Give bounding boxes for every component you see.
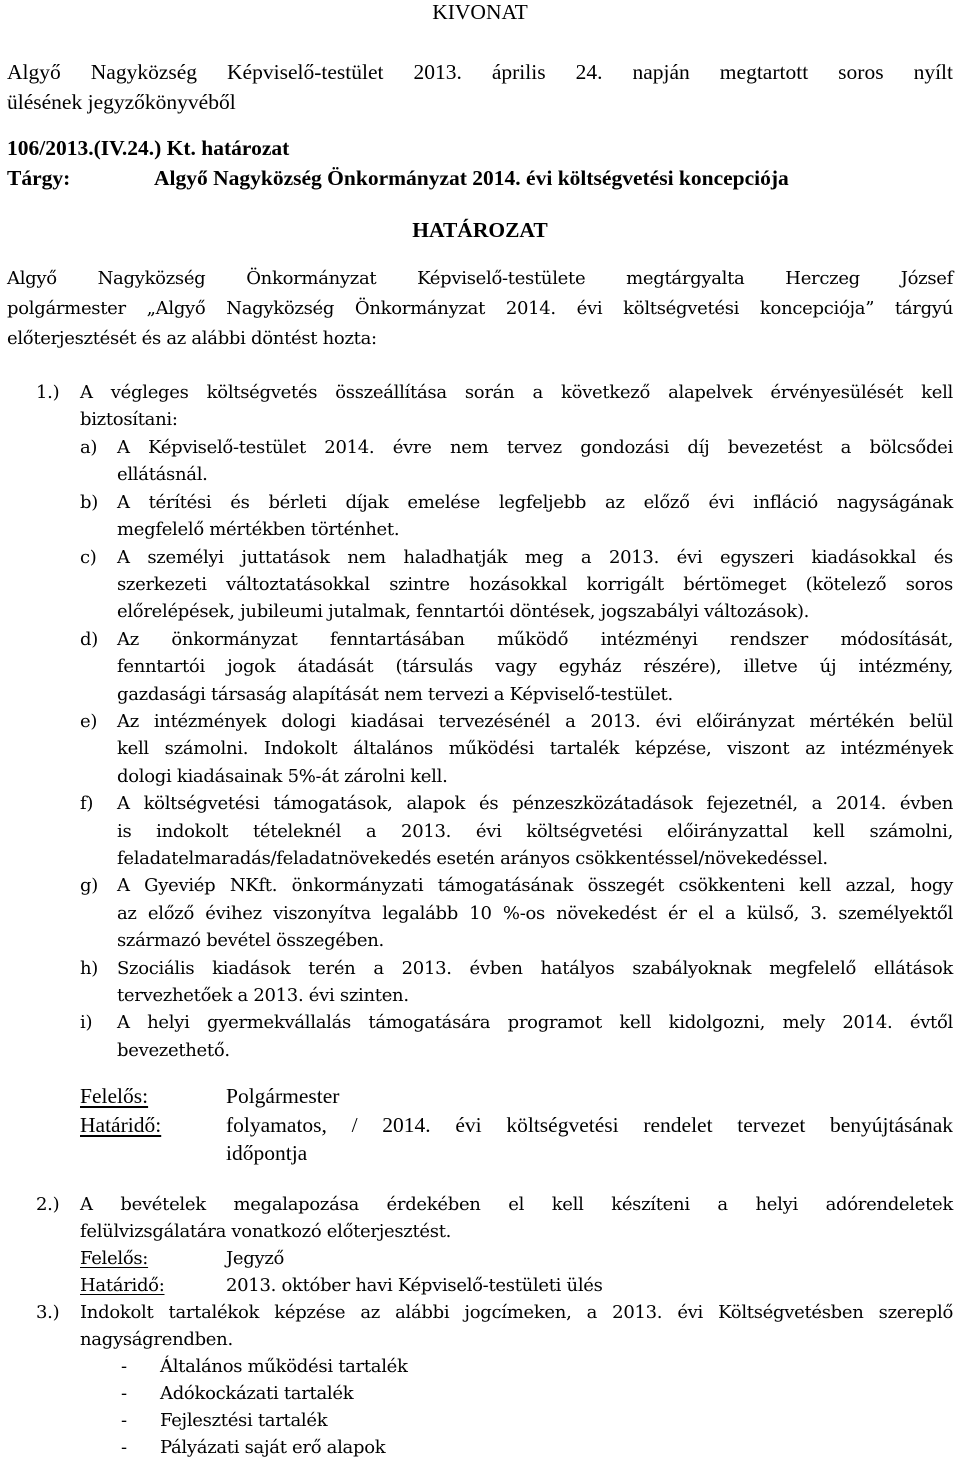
- intro-line-1: [7, 60, 953, 85]
- section1-deadline-label: Határidő:: [80, 1113, 162, 1137]
- principle-text-line: Szociális kiadások terén a 2013. évben hatályos szabályoknak megfelelő ellátások: [117, 957, 953, 979]
- section2-line-2: felülvizsgálatára vonatkozó előterjesztést.: [80, 1221, 452, 1242]
- preamble-line-1: Algyő Nagyközség Önkormányzat Képviselő-testülete megtárgyalta Herczeg József: [7, 268, 953, 289]
- section1-number: 1.): [36, 382, 60, 403]
- principle-text-line: Az intézmények dologi kiadásai tervezésénél a 2013. évi előirányzat mértékén belül: [117, 711, 953, 732]
- section2-responsible-label: Felelős:: [80, 1248, 149, 1269]
- section2-deadline-label: Határidő:: [80, 1275, 165, 1296]
- principle-text-line: A költségvetési támogatások, alapok és pénzeszközátadások fejezetnél, a 2014. évben: [117, 793, 953, 815]
- reserve-bullet-dash: -: [121, 1383, 127, 1404]
- principle-letter: b): [80, 491, 98, 513]
- reserve-bullet-dash: -: [121, 1356, 127, 1377]
- principle-letter: i): [80, 1012, 93, 1034]
- section1-deadline-line-2: időpontja: [226, 1141, 308, 1165]
- principle-text-line: A Gyeviép NKft. önkormányzati támogatásának összegét csökkenteni kell azzal, hogy: [117, 875, 953, 897]
- section2-deadline-value: 2013. október havi Képviselő-testületi ülés: [226, 1275, 603, 1296]
- principle-text-line: bevezethető.: [117, 1039, 230, 1061]
- preamble-line-2: polgármester „Algyő Nagyközség Önkormányzat 2014. évi költségvetési koncepciója” tárgyú: [7, 298, 953, 319]
- section1-responsible-label: Felelős:: [80, 1084, 149, 1108]
- principle-text-line: fenntartói jogok átadását (társulás vagy egyház részére), illetve új intézmény,: [117, 656, 953, 678]
- principle-text-line: A személyi juttatások nem haladhatják meg a 2013. évi egyszeri kiadásokkal és: [117, 546, 953, 568]
- section2-line-1: A bevételek megalapozása érdekében el kell készíteni a helyi adórendeletek: [80, 1194, 953, 1215]
- resolution-number: 106/2013.(IV.24.) Kt. határozat: [7, 136, 290, 160]
- principle-text-line: tervezhetőek a 2013. évi szinten.: [117, 985, 409, 1006]
- section1-line-1: A végleges költségvetés összeállítása során a következő alapelvek érvényesülését kell: [80, 382, 953, 403]
- principle-letter: a): [80, 437, 98, 458]
- principle-text-line: A Képviselő-testület 2014. évre nem tervez gondozási díj bevezetést a bölcsődei: [117, 437, 953, 458]
- section1-responsible-value: Polgármester: [226, 1084, 340, 1108]
- section3-number: 3.): [36, 1302, 60, 1323]
- reserve-item: Adókockázati tartalék: [160, 1383, 354, 1404]
- principle-letter: e): [80, 711, 98, 732]
- reserve-item: Fejlesztési tartalék: [160, 1410, 328, 1431]
- reserve-item: Általános működési tartalék: [160, 1356, 408, 1377]
- doc-heading-kivonat: KIVONAT: [432, 0, 528, 24]
- intro-line-1-text: Algyő Nagyközség Képviselő-testület 2013. április 24. napján megtartott soros nyílt: [7, 60, 953, 84]
- section3-line-1: Indokolt tartalékok képzése az alábbi jogcímeken, a 2013. évi Költségvetésben szereplő: [80, 1302, 953, 1323]
- principle-letter: g): [80, 875, 98, 897]
- section2-responsible-value: Jegyző: [226, 1248, 285, 1269]
- principle-text-line: feladatelmaradás/feladatnövekedés esetén arányos csökkentéssel/növekedéssel.: [117, 848, 828, 869]
- principle-text-line: előrelépések, jubileumi jutalmak, fenntartói döntések, jogszabályi változások).: [117, 601, 810, 623]
- principle-text-line: gazdasági társaság alapítását nem tervezi a Képviselő-testület.: [117, 683, 673, 705]
- section1-line-2: biztosítani:: [80, 409, 178, 430]
- principle-letter: d): [80, 628, 98, 650]
- principle-text-line: ellátásnál.: [117, 464, 208, 486]
- section1-deadline-line-1: folyamatos, / 2014. évi költségvetési rendelet tervezet benyújtásának: [226, 1113, 953, 1137]
- principle-text-line: A térítési és bérleti díjak emelése legfeljebb az előző évi infláció nagyságának: [117, 491, 953, 513]
- principle-letter: c): [80, 546, 97, 568]
- intro-line-2: ülésének jegyzőkönyvéből: [7, 90, 236, 114]
- principle-text-line: is indokolt tételeknél a 2013. évi költségvetési előirányzattal kell számolni,: [117, 820, 953, 842]
- reserve-bullet-dash: -: [121, 1410, 127, 1431]
- subject-label: Tárgy:: [7, 166, 71, 190]
- principle-text-line: dologi kiadásainak 5%-át zárolni kell.: [117, 765, 448, 787]
- reserve-bullet-dash: -: [121, 1437, 127, 1458]
- preamble-line-3: előterjesztését és az alábbi döntést hozta:: [7, 328, 377, 349]
- section2-number: 2.): [36, 1194, 60, 1215]
- principle-letter: f): [80, 793, 94, 815]
- principle-text-line: származó bevétel összegében.: [117, 930, 384, 952]
- title-hatarozat: HATÁROZAT: [412, 218, 548, 242]
- principle-text-line: Az önkormányzat fenntartásában működő intézményi rendszer módosítását,: [117, 628, 953, 650]
- section3-line-2: nagyságrendben.: [80, 1329, 233, 1350]
- principle-letter: h): [80, 957, 99, 979]
- reserve-item: Pályázati saját erő alapok: [160, 1437, 386, 1458]
- principle-text-line: az előző évihez viszonyítva legalább 10 %-os növekedést ér el a külső, 3. személyektől: [117, 902, 953, 924]
- subject-text: Algyő Nagyközség Önkormányzat 2014. évi költségvetési koncepciója: [154, 166, 789, 190]
- principle-text-line: kell számolni. Indokolt általános működési tartalék képzése, viszont az intézmények: [117, 738, 953, 760]
- principle-text-line: szerkezeti változtatásokkal szintre hozásokkal korrigált bértömeget (kötelező soros: [117, 574, 953, 595]
- principle-text-line: megfelelő mértékben történhet.: [117, 519, 400, 541]
- principle-text-line: A helyi gyermekvállalás támogatására programot kell kidolgozni, mely 2014. évtől: [117, 1012, 953, 1034]
